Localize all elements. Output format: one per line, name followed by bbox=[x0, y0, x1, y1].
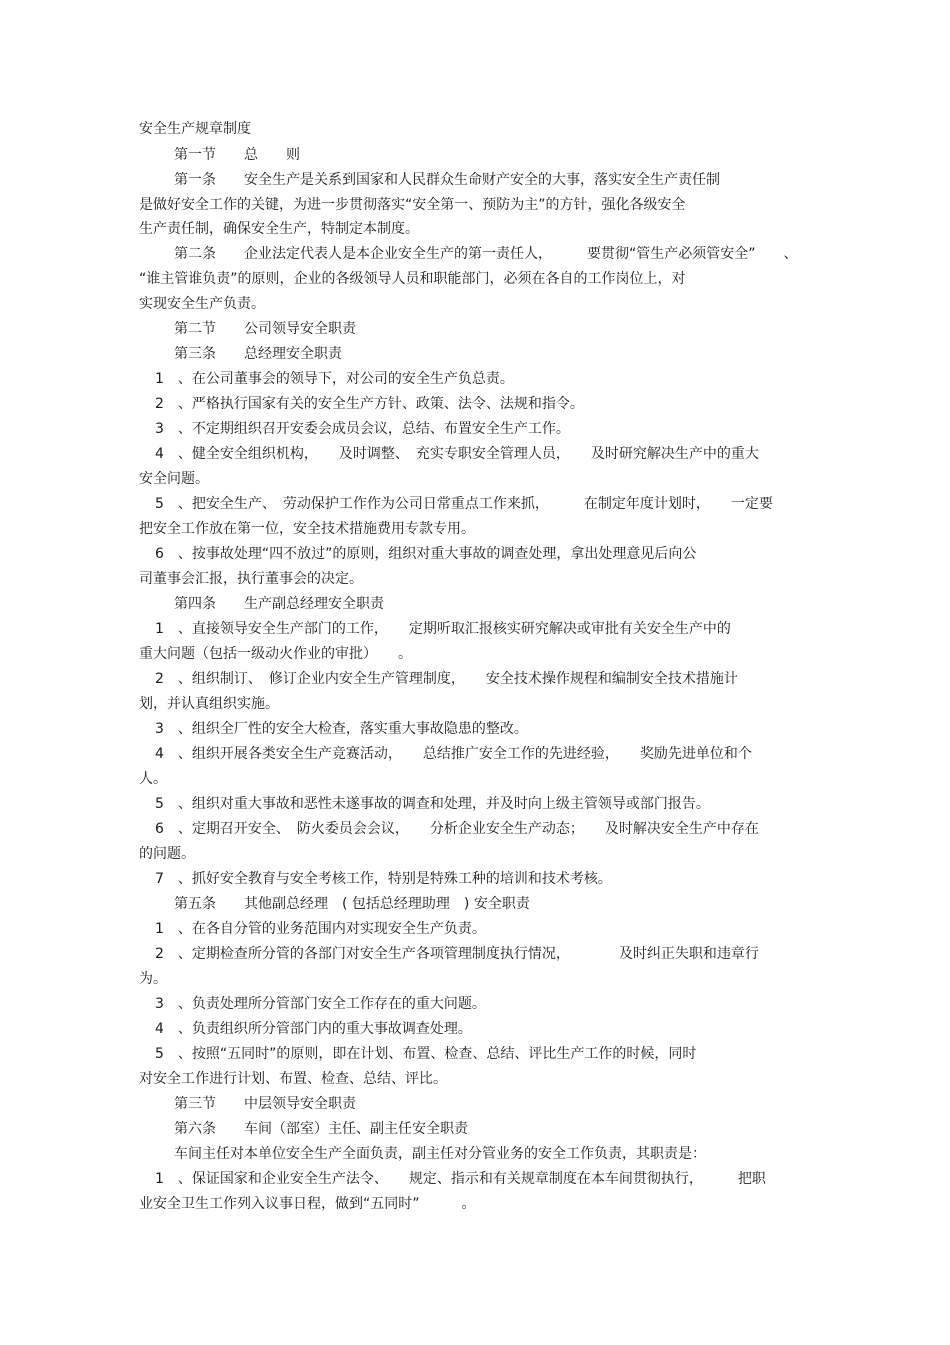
text-line: 1 、在各自分管的业务范围内对实现安全生产负责。 bbox=[155, 921, 486, 937]
text-line: 重大问题（包括一级动火作业的审批） 。 bbox=[139, 646, 412, 662]
text-line: 4 、负责组织所分管部门内的重大事故调查处理。 bbox=[155, 1021, 472, 1037]
text-line: 7 、抓好安全教育与安全考核工作，特别是特殊工种的培训和技术考核。 bbox=[155, 871, 612, 887]
text-line: 2 、组织制订、 修订企业内安全生产管理制度， 安全技术操作规程和编制安全技术措施计 bbox=[155, 671, 738, 687]
text-line: 第二节 公司领导安全职责 bbox=[174, 321, 356, 337]
text-line: 的问题。 bbox=[139, 846, 195, 862]
text-line: 把安全工作放在第一位，安全技术措施费用专款专用。 bbox=[139, 521, 475, 537]
text-line: 2 、严格执行国家有关的安全生产方针、政策、法令、法规和指令。 bbox=[155, 396, 584, 412]
text-line: 第一节 总 则 bbox=[174, 147, 300, 163]
text-line: 第四条 生产副总经理安全职责 bbox=[174, 596, 384, 612]
text-line: 安全问题。 bbox=[139, 471, 209, 487]
text-line: 第一条 安全生产是关系到国家和人民群众生命财产安全的大事，落实安全生产责任制 bbox=[174, 172, 720, 188]
text-line: 3 、不定期组织召开安委会成员会议，总结、布置安全生产工作。 bbox=[155, 421, 570, 437]
text-line: 4 、健全安全组织机构， 及时调整、 充实专职安全管理人员， 及时研究解决生产中的重大 bbox=[155, 446, 759, 462]
text-line: 业安全卫生工作列入议事日程，做到“五同时” 。 bbox=[139, 1196, 476, 1212]
text-line: “谁主管谁负责”的原则，企业的各级领导人员和职能部门，必须在各自的工作岗位上，对 bbox=[139, 271, 686, 287]
text-line: 6 、按事故处理“四不放过”的原则，组织对重大事故的调查处理，拿出处理意见后向公 bbox=[155, 546, 697, 562]
text-line: 5 、按照“五同时”的原则，即在计划、布置、检查、总结、评比生产工作的时候，同时 bbox=[155, 1046, 697, 1062]
text-line: 司董事会汇报，执行董事会的决定。 bbox=[139, 571, 363, 587]
text-line: 生产责任制，确保安全生产，特制定本制度。 bbox=[139, 221, 419, 237]
text-line: 第五条 其他副总经理 ( 包括总经理助理 ) 安全职责 bbox=[174, 896, 530, 912]
text-line: 6 、定期召开安全、 防火委员会会议， 分析企业安全生产动态； 及时解决安全生产中存在 bbox=[155, 821, 759, 837]
text-line: 4 、组织开展各类安全生产竞赛活动， 总结推广安全工作的先进经验， 奖励先进单位和个 bbox=[155, 746, 752, 762]
text-line: 1 、保证国家和企业安全生产法令、 规定、指示和有关规章制度在本车间贯彻执行， 把职 bbox=[155, 1171, 766, 1187]
text-line: 人。 bbox=[139, 771, 167, 787]
document-title: 安全生产规章制度 bbox=[139, 121, 251, 137]
text-line: 2 、定期检查所分管的各部门对安全生产各项管理制度执行情况， 及时纠正失职和违章行 bbox=[155, 946, 759, 962]
text-line: 3 、组织全厂性的安全大检查，落实重大事故隐患的整改。 bbox=[155, 721, 528, 737]
text-line: 第三节 中层领导安全职责 bbox=[174, 1096, 356, 1112]
text-line: 5 、组织对重大事故和恶性未遂事故的调查和处理，并及时向上级主管领导或部门报告。 bbox=[155, 796, 710, 812]
text-line: 对安全工作进行计划、布置、检查、总结、评比。 bbox=[139, 1071, 447, 1087]
text-line: 3 、负责处理所分管部门安全工作存在的重大问题。 bbox=[155, 996, 486, 1012]
text-line: 是做好安全工作的关键，为进一步贯彻落实“安全第一、预防为主”的方针，强化各级安全 bbox=[139, 197, 686, 213]
text-line: 第三条 总经理安全职责 bbox=[174, 346, 342, 362]
text-line: 为。 bbox=[139, 971, 167, 987]
text-line: 5 、把安全生产、 劳动保护工作作为公司日常重点工作来抓， 在制定年度计划时， 一定要 bbox=[155, 496, 773, 512]
text-line: 第二条 企业法定代表人是本企业安全生产的第一责任人， 要贯彻“管生产必须管安全” 、 bbox=[174, 246, 798, 262]
text-line: 划，并认真组织实施。 bbox=[139, 696, 279, 712]
text-line: 实现安全生产负责。 bbox=[139, 296, 265, 312]
text-line: 1 、直接领导安全生产部门的工作， 定期听取汇报核实研究解决或审批有关安全生产中的 bbox=[155, 621, 731, 637]
text-line: 车间主任对本单位安全生产全面负责，副主任对分管业务的安全工作负责，其职责是： bbox=[174, 1146, 706, 1162]
text-line: 第六条 车间（部室）主任、副主任安全职责 bbox=[174, 1121, 468, 1137]
text-line: 1 、在公司董事会的领导下，对公司的安全生产负总责。 bbox=[155, 371, 514, 387]
